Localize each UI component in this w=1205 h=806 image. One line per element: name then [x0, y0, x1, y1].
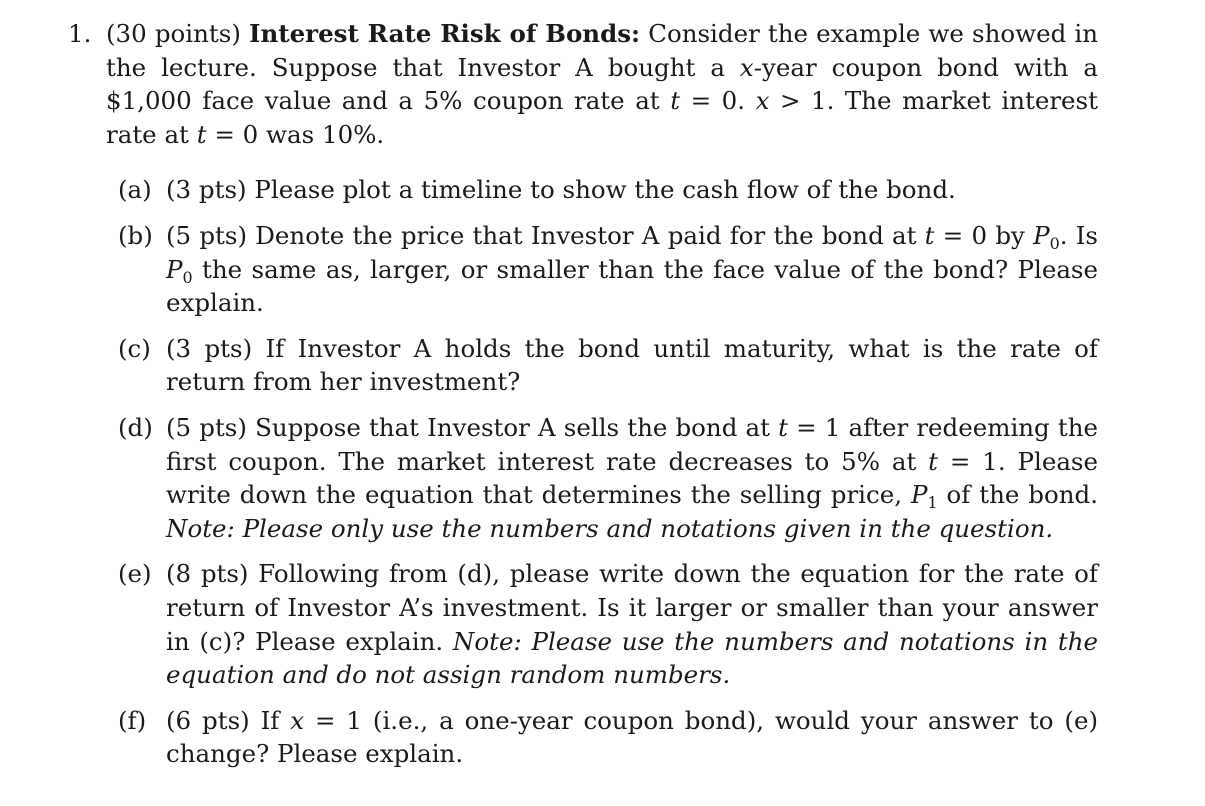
math-p0: [1033, 220, 1060, 253]
subquestion-text: (3 pts) If Investor A holds the bond until maturity, what is the rate of return from her investment?: [166, 333, 1098, 397]
subquestion-text: (3 pts) Please plot a timeline to show the cash flow of the bond.: [166, 175, 956, 205]
math-x: x: [755, 86, 770, 116]
question-points: (30 points): [106, 19, 241, 48]
subquestion-text: of the bond.: [937, 480, 1098, 510]
math-t: t: [928, 446, 939, 476]
subquestion-b: [106, 219, 1098, 320]
math-p: P: [1033, 220, 1050, 250]
question-intro-1: Consider the example we showed in the lecture. Suppose that Investor A bought a: [106, 19, 1098, 82]
subquestion-note: Note: Please use the numbers and notations in the equation and do not assign random numbers.: [166, 626, 1098, 690]
math-p1: [910, 480, 938, 512]
math-subscript: 1: [927, 492, 938, 512]
subquestion-label: (d): [118, 412, 153, 442]
math-p0: [166, 254, 193, 287]
subquestion-text: the same as, larger, or smaller than the face value of the bond? Please explain.: [166, 254, 1098, 318]
subquestion-text: (8 pts) Following from (d), please write down the equation for the rate of return of Investor A’s investment. Is it larger or smaller than your answer in (c)? Please explain.: [166, 559, 1098, 656]
subquestion-text: = 1 after redeeming the first coupon. The market interest rate decreases to 5% at: [166, 412, 1098, 476]
subquestion-text: = 1. Please write down the equation that determines the selling price,: [166, 446, 1098, 510]
question-1: [68, 17, 1098, 783]
subquestion-text: = 0 by: [934, 220, 1034, 250]
subquestion-text: (6 pts) If: [166, 705, 291, 735]
math-t: t: [196, 119, 207, 149]
question-intro-4: > 1. The market interest rate at: [106, 86, 1098, 149]
question-intro-2: -year coupon bond with a $1,000 face value and a 5% coupon rate at: [106, 52, 1098, 116]
subquestion-label: (b): [118, 220, 153, 250]
math-p: P: [910, 480, 928, 510]
question-number: 1.: [68, 19, 92, 48]
question-title: Interest Rate Risk of Bonds:: [249, 19, 641, 48]
subquestion-list: [68, 173, 1098, 771]
subquestion-a: [106, 173, 1098, 207]
math-t: t: [924, 220, 935, 250]
math-x: x: [290, 705, 305, 735]
subquestion-label: (e): [118, 559, 152, 589]
math-t: t: [778, 412, 788, 442]
subquestion-text: (5 pts) Suppose that Investor A sells the bond at: [166, 412, 779, 442]
question-intro-3: = 0.: [680, 86, 756, 116]
question-header: [68, 17, 1098, 151]
math-t: t: [670, 86, 681, 116]
subquestion-label: (a): [118, 175, 152, 205]
subquestion-text: = 1 (i.e., a one-year coupon bond), would your answer to (e) change? Please explain.: [166, 705, 1099, 769]
question-intro-5: = 0 was 10%.: [206, 119, 385, 149]
subquestion-f: [106, 704, 1098, 771]
math-subscript: 0: [182, 267, 193, 287]
math-x: x: [739, 52, 754, 82]
subquestion-e: [106, 557, 1098, 691]
subquestion-label: (c): [118, 333, 151, 363]
subquestion-text: . Is: [1059, 220, 1099, 250]
subquestion-label: (f): [118, 705, 147, 735]
math-p: P: [166, 254, 183, 284]
subquestion-text: (5 pts) Denote the price that Investor A paid for the bond at: [166, 220, 925, 250]
math-subscript: 0: [1049, 233, 1060, 253]
subquestion-d: [106, 411, 1098, 545]
subquestion-c: [106, 332, 1098, 399]
subquestion-note: Note: Please only use the numbers and notations given in the question.: [166, 513, 1054, 543]
